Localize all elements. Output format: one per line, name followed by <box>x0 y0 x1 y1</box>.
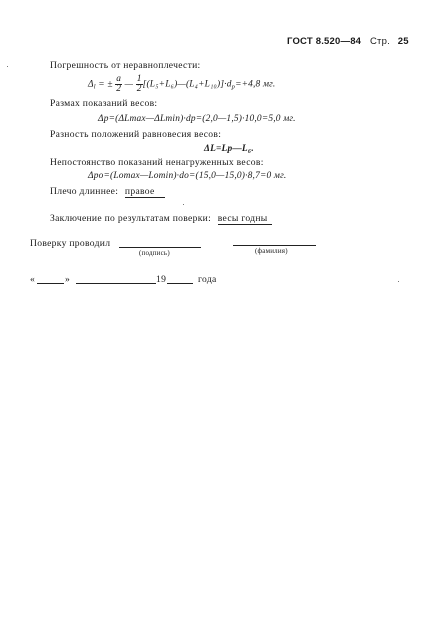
verifier-label: Поверку проводил <box>30 238 111 249</box>
date-year-line <box>167 283 193 284</box>
arm-row <box>50 186 165 197</box>
date-quote-close: » <box>65 274 71 285</box>
range-formula: Δp=(ΔLmax—ΔLmin)·dp=(2,0—1,5)·10,0=5,0 мг. <box>98 114 296 124</box>
date-suffix: года <box>198 274 217 285</box>
page-number: 25 <box>397 36 409 47</box>
diff-title: Разность положений равновесия весов: <box>50 129 222 140</box>
date-day-line <box>37 283 64 284</box>
surname-caption: (фамилия) <box>255 247 288 255</box>
speck <box>398 281 399 282</box>
conclusion-label: Заключение по результатам поверки: <box>50 213 212 224</box>
surname-line <box>233 245 316 246</box>
instab-formula: Δpo=(Lomax—Lomin)·do=(15,0—15,0)·8,7=0 мг. <box>88 171 287 181</box>
arm-value: правое <box>125 186 165 198</box>
d-subscript: р <box>231 83 236 91</box>
frac2-denominator: 2 <box>136 84 142 94</box>
range-title: Размах показаний весов: <box>50 98 158 109</box>
diff-formula: ΔL=Lp—L₆. <box>204 144 254 154</box>
formula-minus: — <box>122 79 136 90</box>
date-year-prefix: 19 <box>156 274 167 285</box>
date-month-line <box>76 283 156 284</box>
instab-title: Непостоянство показаний ненагруженных весов: <box>50 157 264 168</box>
formula-plusminus: = ± <box>95 79 113 90</box>
speck <box>7 66 8 67</box>
error-formula <box>88 75 275 94</box>
page-label: Стр. <box>370 36 390 47</box>
formula-bracket-expression: [(L₅+L₆)—(L₄+L₁₀)]·d <box>142 79 232 90</box>
arm-label: Плечо длиннее: <box>50 186 119 197</box>
fraction-1-over-2 <box>136 75 143 94</box>
frac1-numerator: a <box>116 74 122 84</box>
date-quote-open: « <box>30 274 36 285</box>
speck <box>183 204 184 205</box>
signature-line <box>119 247 201 248</box>
formula-result: =+4,8 мг. <box>235 79 276 90</box>
delta-symbol: Δ <box>88 79 94 90</box>
conclusion-row <box>50 213 272 224</box>
delta-subscript: l <box>93 83 96 91</box>
standard-number: ГОСТ 8.520—84 <box>287 36 362 47</box>
error-title: Погрешность от неравноплечести: <box>50 60 201 71</box>
conclusion-value: весы годны <box>218 213 272 225</box>
document-header <box>287 36 409 47</box>
frac2-numerator: 1 <box>136 74 142 84</box>
signature-caption: (подпись) <box>139 249 170 257</box>
frac1-denominator: 2 <box>116 84 122 94</box>
